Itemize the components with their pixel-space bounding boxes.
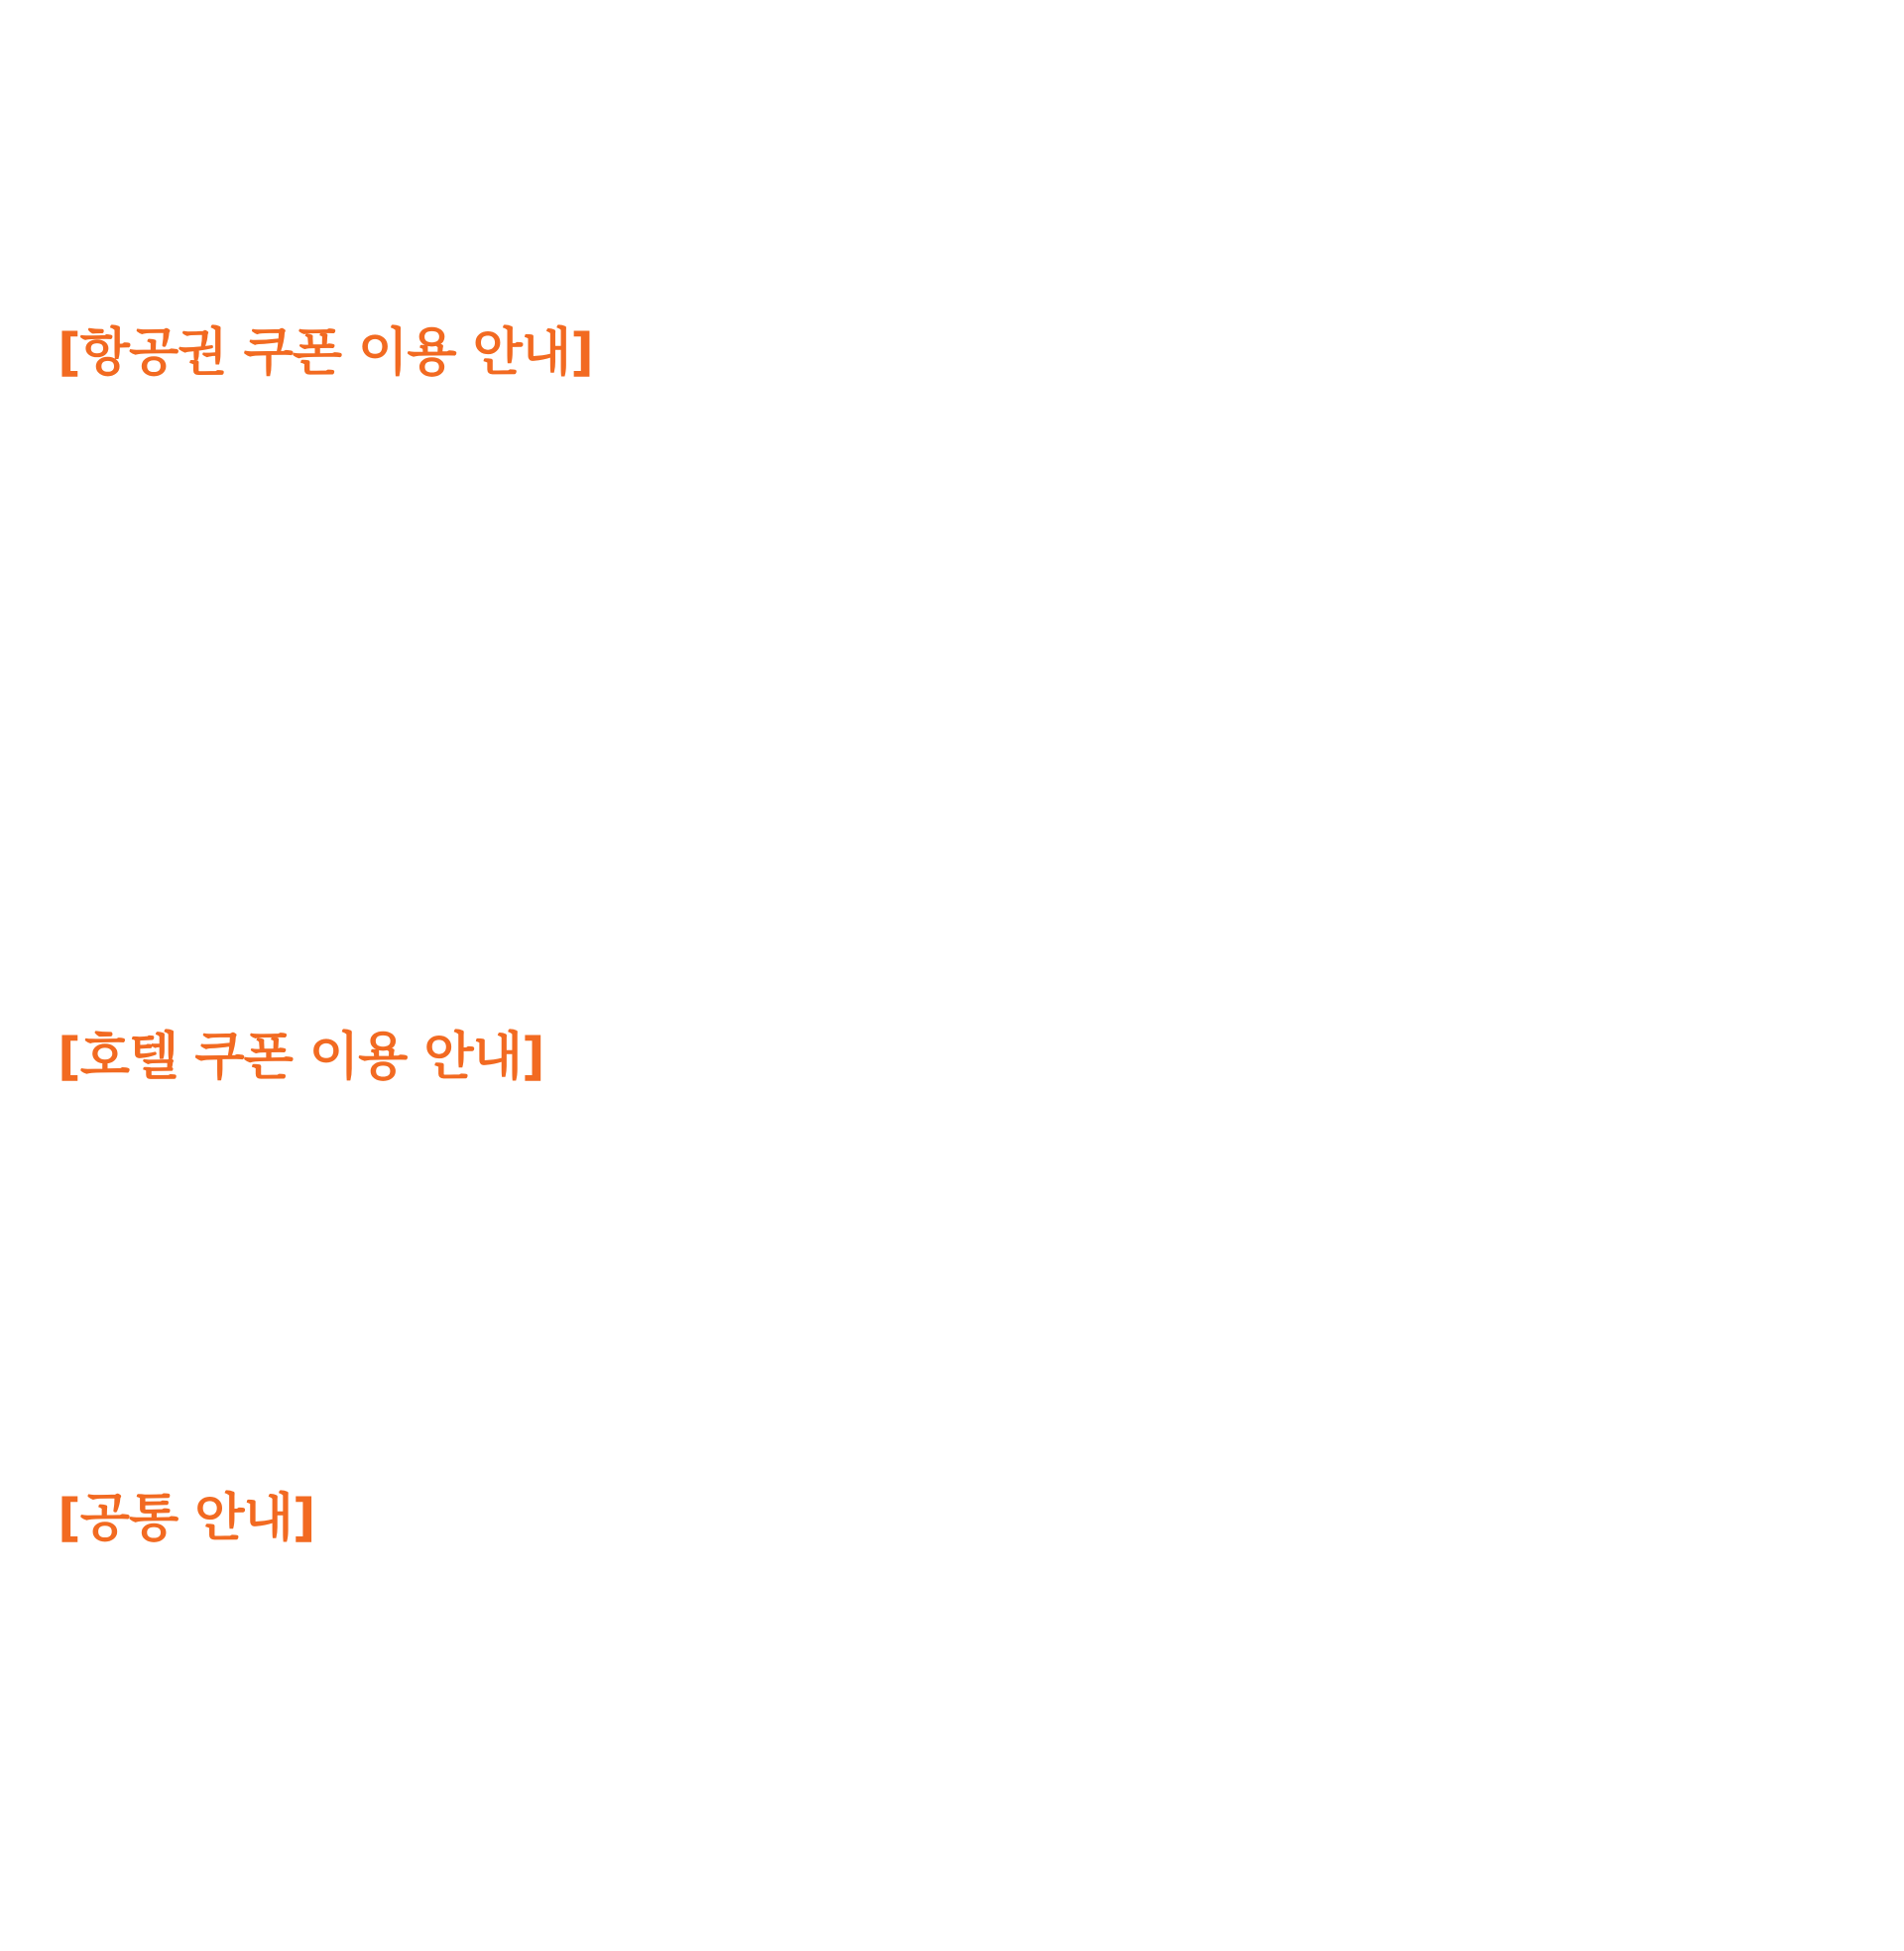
flight-coupon-guide-heading: [항공권 쿠폰 이용 안내]	[58, 323, 593, 383]
hotel-coupon-guide-heading: [호텔 쿠폰 이용 안내]	[58, 1028, 544, 1087]
common-guide-heading: [공통 안내]	[58, 1489, 315, 1548]
